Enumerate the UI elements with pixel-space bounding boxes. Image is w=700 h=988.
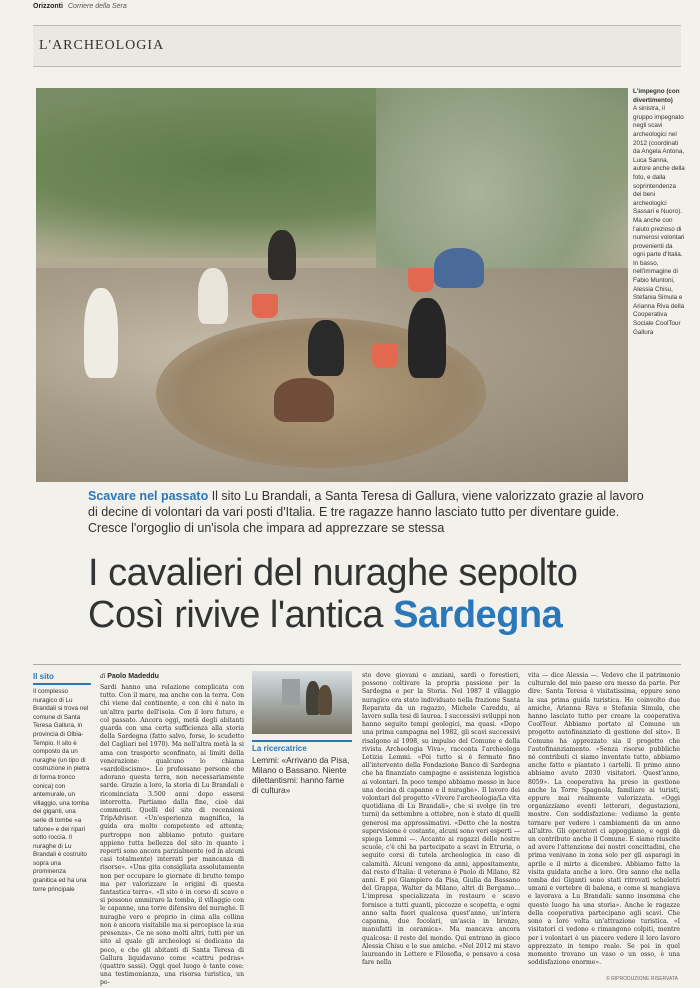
byline xyxy=(100,672,240,680)
excavation-photo xyxy=(36,88,628,482)
photo-volunteer xyxy=(268,230,296,280)
article-column-3: vita — dice Alessia —. Vedevo che il patrimonio culturale del mio paese era messo da parte. Per dire: Santa Teresa è visitatissima, eppure sono la sua prima guida turistica. Ho coinvolto due amiche, Arianna Riva e Stefania Simula, che hanno lasciato tutto per creare la cooperativa CoolTour. Abbiamo portato al Comune un progetto autofinanziato di gestione del sito». Il Comune ha apprezzato sia il progetto che l'autofinanziamento. «Senza risorse pubbliche né contributi ci siamo inventate tutto, abbiamo anche fatto e piantato i cartelli. Il primo anno abbiamo avuto 2030 visitatori. Quest'anno, 8059». La cooperativa ha preso in gestione anche la Torre Spagnola, familiare ai turisti, eppure mai realmente valorizzata. «Oggi organizziamo eventi letterari, degustazioni, mostre. Con soddisfazione: vediamo la gente tornare per vedere i cambiamenti da un anno all'altro. Gli operatori ci appoggiano, e oggi dà un contributo anche il Comune. E siamo riuscite ad avere l'attenzione dei nostri concittadini, che prima venivano in zona solo per gli asparagi in aprile e il mirto a dicembre. Abbiamo fatto la visita guidata anche a loro. Ora sanno che nella tomba dei Giganti sono stati ritrovati scheletri umani e vertebre di balena, e come si mangiava e lavorava a Lu Brandali: sanno insomma che questo luogo ha una storia». Anche le ragazze della cooperativa partecipano agli scavi. Che sono a loro volta un'attrazione turistica. «I visitatori ci vedono e rimangono colpiti, mentre per i volontari è un piacere vedere il loro lavoro apprezzato in tempo reale. Se poi in quel momento trovano un vaso o un osso, è una soddisfazione enorme». xyxy=(528,672,680,967)
sidebar-story-text: Lemmi: «Arrivano da Pisa, Milano o Bassano. Niente dilettantismi: hanno fame di cultura» xyxy=(252,755,350,795)
photo-bucket xyxy=(408,268,434,292)
photo-volunteer xyxy=(434,248,484,288)
deck-kicker: Scavare nel passato xyxy=(88,489,209,503)
photo-caption-title: L'impegno (con divertimento) xyxy=(633,88,680,104)
section-title: L'ARCHEOLOGIA xyxy=(39,38,165,53)
divider xyxy=(33,664,681,665)
byline-author: Paolo Madeddu xyxy=(107,673,159,680)
headline-line-2 xyxy=(88,594,668,636)
photo-caption-text: A sinistra, il gruppo impegnato negli scavi archeologici nel 2012 (coordinati da Angela Antona, Luca Sanna, autore anche della foto, e dalla soprintendenza dei beni archeologici Sassari e Nuoro). Ma anche con l'aiuto prezioso di numerosi volontari provenienti da ogni parte d'Italia. In basso, nell'immagine di Fabio Muntoni, Alessia Chisu, Stefania Simula e Arianna Riva della Cooperativa Sociale CoolTour Gallura xyxy=(633,105,685,336)
headline xyxy=(88,552,668,636)
photo-volunteer xyxy=(308,320,344,376)
headline-accent-word: Sardegna xyxy=(393,594,563,636)
info-box xyxy=(33,672,91,894)
sidebar-story xyxy=(252,740,352,795)
guides-photo-person xyxy=(318,685,332,715)
deck-text: Il sito Lu Brandali, a Santa Teresa di Gallura, viene valorizzato grazie al lavoro di decine di volontari da vari posti d'Italia. E tre ragazze hanno lasciato tutto per diventare guide. Cresce l'orgoglio di un'isola che impara ad apprezzare se stessa xyxy=(88,489,644,535)
article-column-1: Sardi hanno una relazione complicata con tutto. Con il mare, ma anche con la terra. Con chi viene dal continente, e con chi è nato in un'altra parte dell'isola. Con il loro futuro, e col passato. Ancora oggi, metà degli abitanti guarda con una certa sufficienza alla storia della Sardegna (fatto salvo, forse, lo scudetto del Cagliari nel 1970). Ma nell'altra metà la si ama con trasporto sconfinato, ai limiti della venerazione: qualcuno lo chiama «sardoliscismo». Lo professano persone che adorano questa terra, non necessariamente sarde. Grazie a loro, la storia di Lu Brandali è ricominciata 3.500 anni dopo essersi interrotta. Partiamo dalla fine, cioè dai commenti. Quelli del sito di recensioni TripAdvisor. «Un'esperienza magnifica, la guida era molto competente ed attenta; purtroppo non abbiamo potuto gustare appieno tutta bellezza del sito in quanto i reperti sono ancora parzialmente (ed in alcuni casi totalmente) interrati per mancanza di risorse». «Una gita consigliata assolutamente non per occupare le giornate di brutto tempo ma per valorizzare le origini di questa fantastica terra». «Il sito è in corso di scavo e si possono ammirare la tomba, il villaggio con le capanne, una torre difensiva del nuraghe. Il nuraghe vero e proprio in cima alla collina non è ancora visitabile ma si percepisce la sua presenza». Ce ne sono molti altri, tutti per un sito al quale gli archeologi si dedicano da poco, e che gli abitanti di Santa Teresa di Gallura liquidavano come «cattru pedras» (quattro sassi). Oggi quel luogo è tante cose: una testimonianza, una risorsa turistica, un po- xyxy=(100,684,244,987)
copyright-note: © RIPRODUZIONE RISERVATA xyxy=(606,976,678,982)
article-deck xyxy=(88,488,648,536)
newspaper-name: Corriere della Sera xyxy=(68,3,127,10)
photo-bucket xyxy=(252,294,278,318)
headline-line-2-text: Così rivive l'antica xyxy=(88,594,394,636)
article-column-2: sto dove giovani e anziani, sardi o forestieri, possono coltivare la propria passione per la Sardegna e per la Storia. Nel 1987 il villaggio nuragico era stato individuato nella frazione Santa Reparata da un ragazzo, Michele Careddu, al lavoro sulla tesi di laurea. I successivi sviluppi non hanno seguito tempi geologici, ma quasi. «Dopo una prima campagna nel 1982, gli scavi successivi risalgono al 1998, su impulso del Comune e della rivista Archeologia Viva», racconta l'archeologa Letizia Lemmi. «Poi tutto si è fermato fino all'intervento della Fondazione Banco di Sardegna che ha finanziato campagne e assistenza logistica ai volontari. In poco tempo abbiamo messo in luce una decina di capanne e il nuraghe». Il lavoro dei volontari del progetto «Vivere l'archeologia/La vita quotidiana di Lu Brandali», che si svolge (in tre turni) da settembre a ottobre, non è stato di quelli generosi ma approssimativi. «Detto che la nostra supervisione è costante, alcuni sono veri esperti — spiega Lemmi —. Accanto ai ragazzi delle nostre scuole, c'è chi ha partecipato a scavi in Etruria, o seguito corsi di tutela archeologica in caso di calamità. Alcuni vengono da anni, appositamente, dal resto d'Italia: il veterano è Paolo di Milano, 82 anni. E poi Giampiero da Pisa, Giulia da Bassano del Grappa, Walter da Milano, altri di Bergamo... L'impresa specializzata in restauro e scavo fornisce a tutti guanti, piccozze e scopetta, e ogni anno salta fuori qualcosa quest'anno, un'intera capanna, due focolari, un'ascia in bronzo, manufatti in ceramica». Ma mancava ancora qualcosa: il resto del mondo. Qui entrano in gioco Alessia Chisu e le sue amiche. «Nel 2012 mi stavo laureando in Lettere e Filosofia, e pensavo a cosa fare nella xyxy=(362,672,520,967)
photo-volunteer xyxy=(198,268,228,324)
guides-photo xyxy=(252,671,352,734)
byline-prefix: di xyxy=(100,672,106,680)
photo-caption xyxy=(633,88,685,337)
section-name: Orizzonti xyxy=(33,3,63,10)
headline-line-1: I cavalieri del nuraghe sepolto xyxy=(88,552,578,594)
info-box-title: Il sito xyxy=(33,672,91,685)
photo-bucket xyxy=(372,344,398,368)
photo-volunteer xyxy=(408,298,446,378)
info-box-text: Il complesso nuragico di Lu Brandali si trova nel comune di Santa Teresa Gallura, in provincia di Olbia-Tempio. Il sito è composto da un nuraghe (un tipo di costruzione in pietra di forma tronco conica) con antemurale, un villaggio, una tomba dei giganti, una serie di tombe «a tafone» e dei ripari sotto roccia. Il nuraghe di Lu Brandali è costruito sopra una prominenza granitica ed ha una torre principale xyxy=(33,688,90,893)
section-bar xyxy=(33,25,681,67)
guides-photo-sign xyxy=(282,679,300,705)
photo-volunteer xyxy=(84,288,118,378)
sidebar-story-label: La ricercatrice xyxy=(252,740,352,753)
photo-volunteer xyxy=(274,378,334,422)
page-header xyxy=(0,0,700,14)
